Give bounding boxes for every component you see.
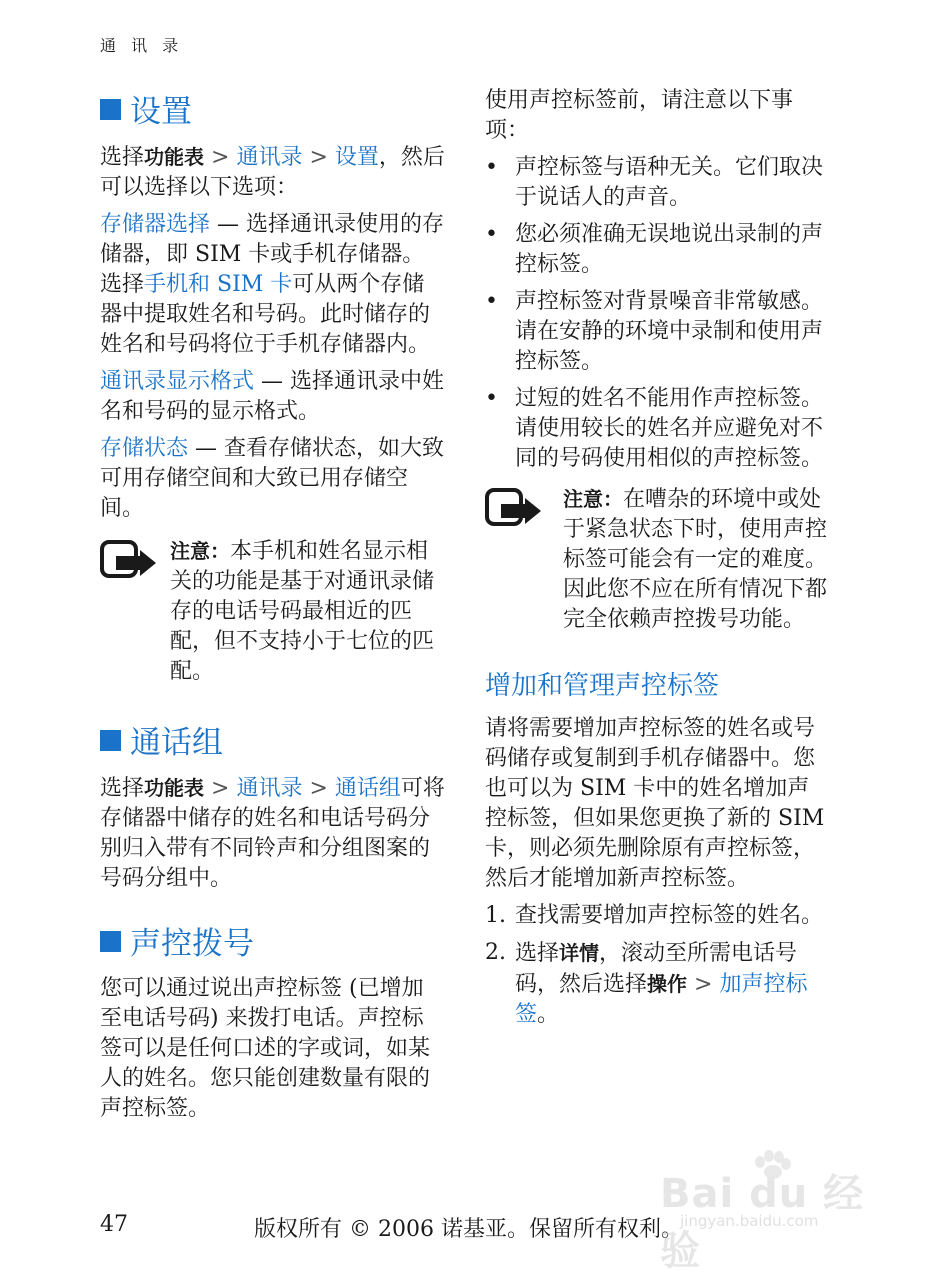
blue-square-icon — [100, 931, 121, 952]
groups-link[interactable]: 通话组 — [334, 776, 401, 801]
list-item-text: 声控标签对背景噪音非常敏感。请在安静的环境中录制和使用声控标签。 — [515, 289, 824, 374]
options-label: 操作 — [647, 972, 688, 996]
contacts-link[interactable]: 通讯录 — [236, 145, 303, 170]
text: — 选择通讯录中姓名和号码的显示格式。 — [100, 369, 445, 424]
text: — 选择通讯录使用的存储器，即 SIM 卡或手机存储器。选择 — [100, 212, 445, 297]
list-item — [485, 287, 830, 377]
copyright: 版权所有 © 2006 诺基亚。保留所有权利。 — [254, 1217, 683, 1242]
note-text — [563, 484, 830, 635]
note-body: 在嘈杂的环境中或处于紧急状态下时，使用声控标签可能会有一定的难度。因此您不应在所有情况下都完全依赖声控拨号功能。 — [563, 487, 828, 632]
list-item-text: 您必须准确无误地说出录制的声控标签。 — [515, 222, 824, 277]
right-intro: 使用声控标签前，请注意以下事项： — [485, 88, 794, 143]
bullet: • — [485, 289, 498, 314]
note-text — [170, 536, 445, 687]
watermark-url: jingyan.baidu.com — [680, 1212, 819, 1230]
heading-add-voice-tags: 增加和管理声控标签 — [485, 671, 720, 701]
option-display-format — [100, 367, 445, 427]
text: 选择 — [100, 145, 145, 170]
heading-voice-title: 声控拨号 — [130, 925, 254, 962]
separator: > — [687, 972, 720, 997]
add-voice-tag-link[interactable]: 加声控标签 — [515, 972, 808, 1027]
steps-list — [485, 901, 830, 1030]
note-hand-icon — [485, 484, 563, 635]
display-format-link[interactable]: 通讯录显示格式 — [100, 369, 255, 394]
list-item — [485, 153, 830, 213]
menu-label: 功能表 — [144, 776, 205, 800]
bullet-list — [485, 153, 830, 474]
contacts-link[interactable]: 通讯录 — [236, 776, 303, 801]
note-box — [100, 536, 445, 687]
heading-settings-title: 设置 — [130, 93, 192, 130]
text: 可将存储器中储存的姓名和电话号码分别归入带有不同铃声和分组图案的号码分组中。 — [100, 776, 445, 891]
note-body: 本手机和姓名显示相关的功能是基于对通讯录储存的电话号码最相近的匹配，但不支持小于七位的匹配。 — [170, 539, 435, 684]
step-number: 2. — [485, 940, 506, 965]
list-item — [485, 220, 830, 280]
groups-intro — [100, 773, 445, 894]
watermark-logo: Bai du 经验 — [660, 1171, 865, 1274]
heading-groups-title: 通话组 — [130, 724, 223, 761]
chapter-header: 通 讯 录 — [100, 36, 184, 55]
step-text — [515, 938, 830, 1030]
note-label: 注意： — [170, 539, 230, 563]
blue-square-icon — [100, 730, 121, 751]
step-text: 查找需要增加声控标签的姓名。 — [515, 903, 824, 928]
separator: > — [204, 776, 237, 801]
bullet: • — [485, 386, 498, 411]
settings-link[interactable]: 设置 — [334, 145, 379, 170]
menu-label: 功能表 — [144, 145, 205, 169]
memory-select-link[interactable]: 存储器选择 — [100, 212, 211, 237]
right-column — [485, 86, 830, 1037]
page-number: 47 — [100, 1212, 128, 1237]
left-column — [100, 86, 445, 1131]
text: 。 — [537, 1002, 560, 1027]
phone-and-sim-link[interactable]: 手机和 SIM 卡 — [144, 272, 293, 297]
text: 可从两个存储器中提取姓名和号码。此时储存的姓名和号码将位于手机存储器内。 — [100, 272, 431, 357]
text: ，然后可以选择以下选项： — [100, 145, 445, 200]
note-label: 注意： — [563, 487, 623, 511]
heading-groups — [100, 717, 445, 761]
text: 选择 — [515, 941, 560, 966]
list-item — [485, 901, 830, 931]
option-memory-status — [100, 434, 445, 524]
note-box — [485, 484, 830, 635]
separator: > — [204, 145, 237, 170]
text: ，滚动至所需电话号码，然后选择 — [515, 941, 798, 997]
note-hand-icon — [100, 536, 170, 687]
text: — 查看存储状态，如大致可用存储空间和大致已用存储空间。 — [100, 436, 445, 521]
voice-text: 您可以通过说出声控标签 (已增加至电话号码) 来拨打电话。声控标签可以是任何口述的字或词，如某人的姓名。您只能创建数量有限的声控标签。 — [100, 976, 431, 1121]
list-item-text: 声控标签与语种无关。它们取决于说话人的声音。 — [515, 155, 824, 210]
heading-voice — [100, 918, 445, 962]
bullet: • — [485, 222, 498, 247]
list-item-text: 过短的姓名不能用作声控标签。请使用较长的姓名并应避免对不同的号码使用相似的声控标签。 — [515, 386, 824, 471]
step-number: 1. — [485, 903, 506, 928]
separator: > — [302, 145, 335, 170]
memory-status-link[interactable]: 存储状态 — [100, 436, 189, 461]
settings-intro — [100, 142, 445, 203]
details-label: 详情 — [559, 941, 600, 965]
separator: > — [302, 776, 335, 801]
blue-square-icon — [100, 99, 121, 120]
heading-settings — [100, 86, 445, 130]
add-text: 请将需要增加声控标签的姓名或号码储存或复制到手机存储器中。您也可以为 SIM 卡中的姓名增加声控标签，但如果您更换了新的 SIM 卡，则必须先删除原有声控标签，然后才能增加新声控标签。 — [485, 716, 825, 891]
list-item — [485, 384, 830, 474]
option-memory — [100, 210, 445, 360]
text: 选择 — [100, 776, 145, 801]
baidu-watermark — [660, 1150, 890, 1274]
list-item — [485, 938, 830, 1030]
bullet: • — [485, 155, 498, 180]
